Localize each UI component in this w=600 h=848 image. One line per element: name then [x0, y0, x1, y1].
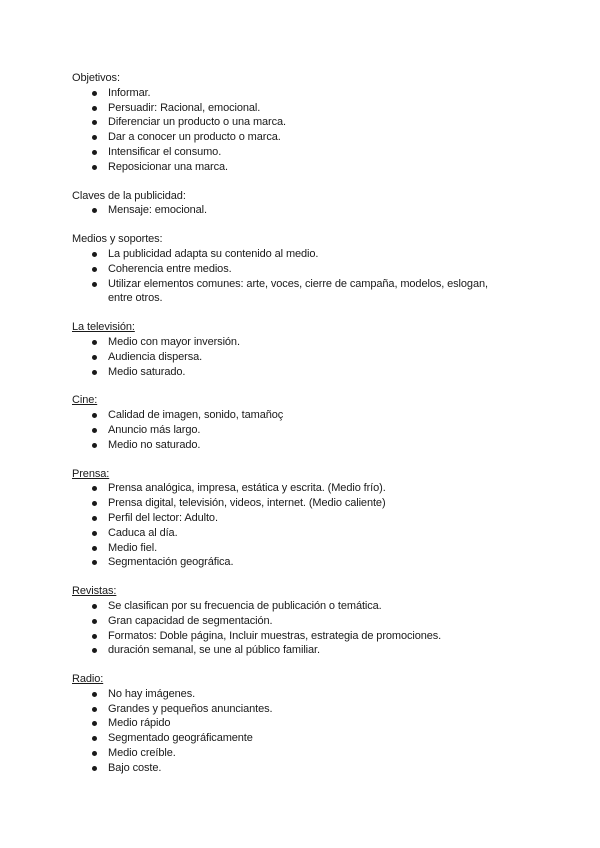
- list-item: Utilizar elementos comunes: arte, voces, cierre de campaña, modelos, eslogan, entre otros.: [72, 277, 512, 307]
- list-item: Audiencia dispersa.: [72, 350, 512, 365]
- section-heading: Claves de la publicidad:: [72, 189, 186, 202]
- section-heading: Cine:: [72, 394, 98, 407]
- section-heading: Prensa:: [72, 467, 110, 480]
- section-radio: [72, 672, 512, 776]
- list-item: Persuadir: Racional, emocional.: [72, 101, 512, 116]
- section-heading: Revistas:: [72, 585, 117, 598]
- list-item: Medio con mayor inversión.: [72, 335, 512, 350]
- section-heading: Radio:: [72, 673, 104, 686]
- list-item: Reposicionar una marca.: [72, 160, 512, 175]
- list-item: Medio creíble.: [72, 746, 512, 761]
- list-item: Mensaje: emocional.: [72, 203, 512, 218]
- list-item: Intensificar el consumo.: [72, 145, 512, 160]
- list-item: Dar a conocer un producto o marca.: [72, 130, 512, 145]
- list-item: Medio no saturado.: [72, 438, 512, 453]
- list-item: Segmentación geográfica.: [72, 555, 512, 570]
- list-item: Formatos: Doble página, Incluir muestras, estrategia de promociones.: [72, 629, 512, 644]
- list-item: No hay imágenes.: [72, 687, 512, 702]
- list-item: Caduca al día.: [72, 526, 512, 541]
- section-revistas: [72, 584, 512, 658]
- list-item: Gran capacidad de segmentación.: [72, 614, 512, 629]
- list-item: Se clasifican por su frecuencia de publicación o temática.: [72, 599, 512, 614]
- list-item: Coherencia entre medios.: [72, 262, 512, 277]
- bullet-list: [72, 599, 512, 658]
- section-medios-soportes: [72, 232, 512, 306]
- bullet-list: [72, 687, 512, 776]
- section-claves: [72, 189, 512, 219]
- bullet-list: [72, 335, 512, 379]
- list-item: La publicidad adapta su contenido al medio.: [72, 247, 512, 262]
- list-item: Medio saturado.: [72, 365, 512, 380]
- section-heading: Objetivos:: [72, 72, 120, 84]
- bullet-list: [72, 481, 512, 570]
- bullet-list: [72, 408, 512, 452]
- bullet-list: [72, 86, 512, 175]
- section-prensa: [72, 467, 512, 571]
- bullet-list: [72, 203, 512, 218]
- list-item: Calidad de imagen, sonido, tamañoç: [72, 408, 512, 423]
- list-item: Prensa digital, televisión, videos, internet. (Medio caliente): [72, 496, 512, 511]
- section-objetivos: [72, 71, 512, 175]
- section-heading: La televisión:: [72, 321, 135, 334]
- document-page: [72, 71, 512, 790]
- list-item: Prensa analógica, impresa, estática y escrita. (Medio frío).: [72, 481, 512, 496]
- list-item: Informar.: [72, 86, 512, 101]
- section-heading: Medios y soportes:: [72, 233, 163, 246]
- list-item: Segmentado geográficamente: [72, 731, 512, 746]
- list-item: Perfil del lector: Adulto.: [72, 511, 512, 526]
- section-television: [72, 320, 512, 379]
- list-item: Medio rápido: [72, 716, 512, 731]
- list-item: Grandes y pequeños anunciantes.: [72, 702, 512, 717]
- list-item: Bajo coste.: [72, 761, 512, 776]
- list-item: Medio fiel.: [72, 541, 512, 556]
- list-item: Diferenciar un producto o una marca.: [72, 115, 512, 130]
- list-item: duración semanal, se une al público familiar.: [72, 643, 512, 658]
- section-cine: [72, 393, 512, 452]
- list-item: Anuncio más largo.: [72, 423, 512, 438]
- bullet-list: [72, 247, 512, 306]
